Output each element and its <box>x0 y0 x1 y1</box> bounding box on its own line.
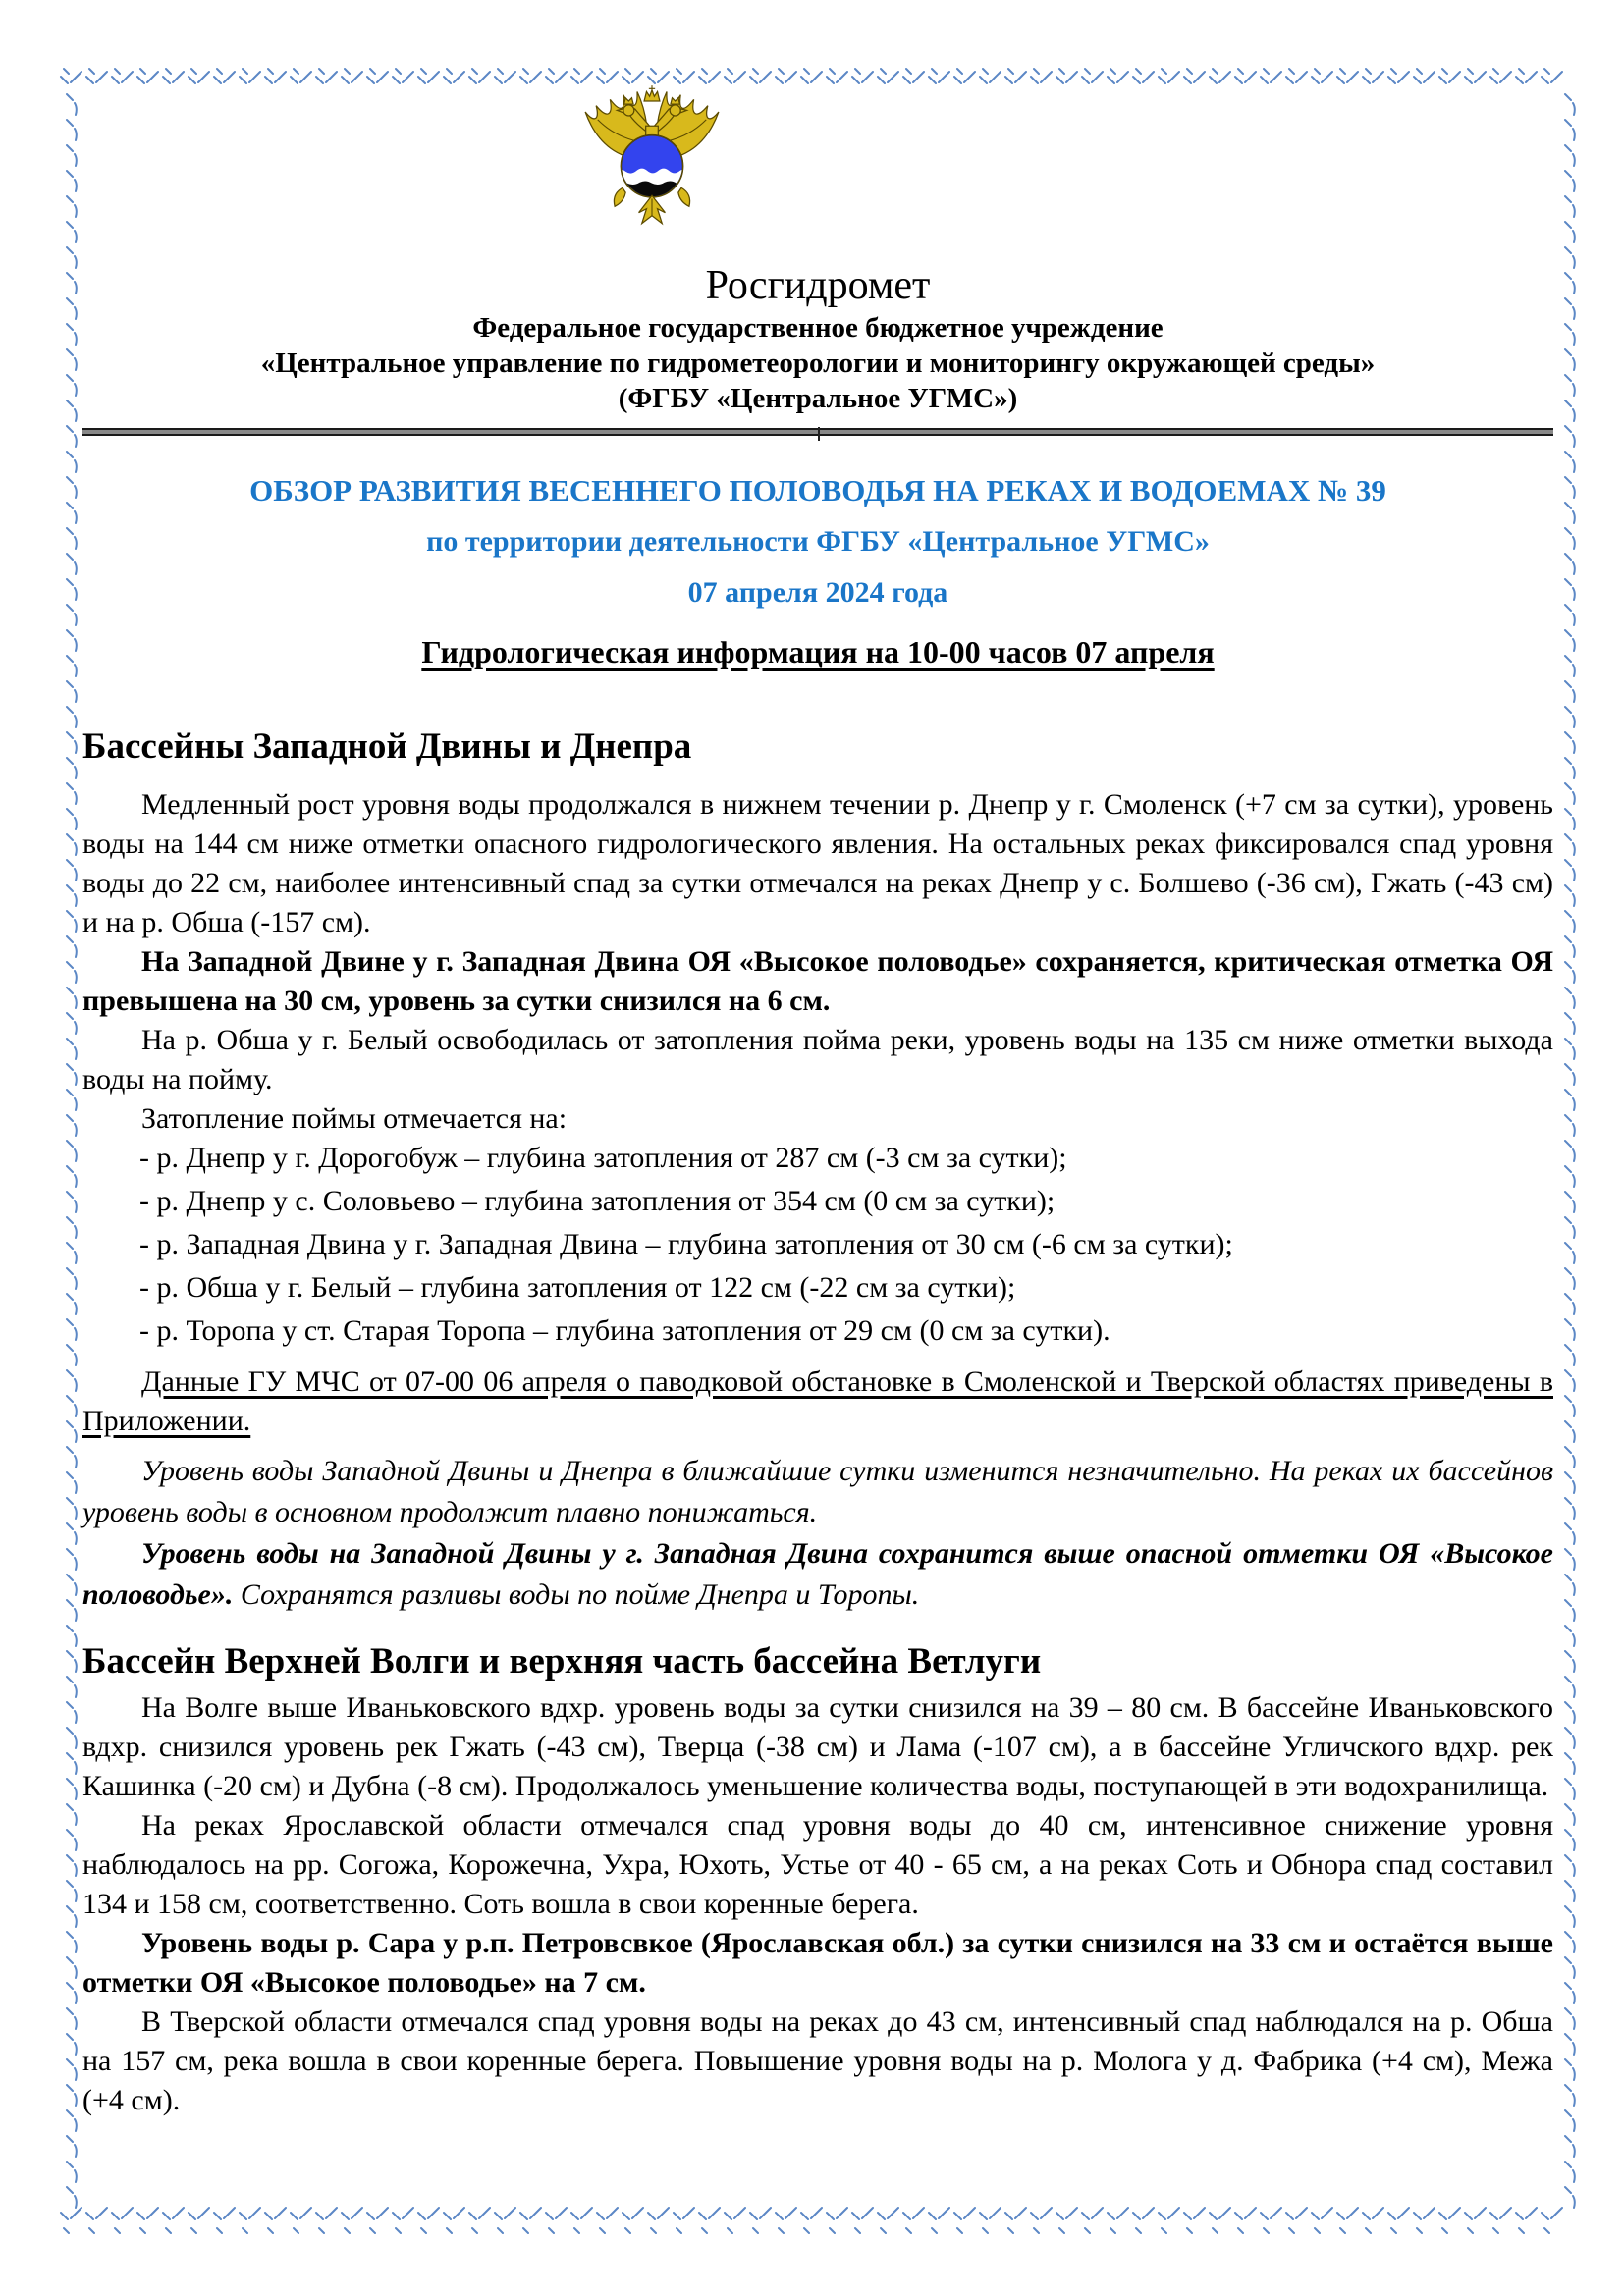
paragraph-smolensk: Медленный рост уровня воды продолжался в нижнем течении р. Днепр у г. Смоленск (+7 см за сутки), уровень воды на 144 см ниже отметки опасного гидрологического явления. На остальных реках фиксировался спад уровня воды до 22 см, наиболее интенсивный спад за сутки отмечался на реках Днепр у с. Болшево (-36 см), Гжать (-43 см) и на р. Обша (-157 см). <box>82 788 1553 938</box>
flood-list-item: - р. Днепр у с. Соловьево – глубина затопления от 354 см (0 см за сутки); <box>139 1185 1056 1217</box>
org-line-3: (ФГБУ «Центральное УГМС») <box>618 383 1018 414</box>
document-content <box>82 0 1553 2120</box>
paragraph-volga: На Волге выше Иваньковского вдхр. уровень воды за сутки снизился на 39 – 80 см. В бассейне Иваньковского вдхр. снизился уровень рек Гжать (-43 см), Тверца (-38 см) и Лама (-107 см), а в бассейне Угличского вдхр. рек Кашинка (-20 см) и Дубна (-8 см). Продолжалось уменьшение количества воды, поступающей в эти водохранилища. <box>82 1691 1553 1802</box>
header-divider <box>82 428 1553 436</box>
paragraph-forecast-oya <box>82 1533 1553 1616</box>
paragraph-forecast-levels: Уровень воды Западной Двины и Днепра в ближайшие сутки изменится незначительно. На реках их бассейнов уровень воды в основном продолжит плавно понижаться. <box>82 1455 1553 1528</box>
paragraph-yaroslavl: На реках Ярославской области отмечался спад уровня воды до 40 см, интенсивное снижение уровня наблюдалось на рр. Согожа, Корожечна, Ухра, Юхоть, Устье от 40 - 65 см, а на реках Соть и Обнора спад составил 134 и 158 см, соответственно. Соть вошла в свои коренные берега. <box>82 1809 1553 1920</box>
section-heading-dvina-dnepr: Бассейны Западной Двины и Днепра <box>82 726 692 767</box>
org-line-1: Федеральное государственное бюджетное учреждение <box>472 312 1164 344</box>
agency-title: Росгидромет <box>705 263 931 308</box>
paragraph-sara: Уровень воды р. Сара у р.п. Петровсвкое (Ярославская обл.) за сутки снизился на 33 см и остаётся выше отметки ОЯ «Высокое половодье» на 7 см. <box>82 1927 1553 1999</box>
hydrology-info-heading: Гидрологическая информация на 10-00 часов 07 апреля <box>421 634 1215 669</box>
document-title: ОБЗОР РАЗВИТИЯ ВЕСЕННЕГО ПОЛОВОДЬЯ НА РЕКАХ И ВОДОЕМАХ № 39 <box>249 473 1386 507</box>
flood-list-item: - р. Днепр у г. Дорогобуж – глубина затопления от 287 см (-3 см за сутки); <box>139 1142 1067 1174</box>
flood-list-item: - р. Западная Двина у г. Западная Двина – глубина затопления от 30 см (-6 см за сутки); <box>139 1228 1233 1260</box>
mchs-underlined-text: Данные ГУ МЧС от 07-00 06 апреля о паводковой обстановке в Смоленской и Тверской областях приведены в Приложении. <box>82 1365 1553 1437</box>
section-heading-volga-vetluga: Бассейн Верхней Волги и верхняя часть бассейна Ветлуги <box>82 1641 1042 1682</box>
document-date: 07 апреля 2024 года <box>687 576 948 609</box>
paragraph-obsha: На р. Обша у г. Белый освободилась от затопления пойма реки, уровень воды на 135 см ниже отметки выхода воды на пойму. <box>82 1024 1553 1095</box>
flood-list-item: - р. Торопа у ст. Старая Торопа – глубина затопления от 29 см (0 см за сутки). <box>139 1314 1110 1347</box>
document-subtitle: по территории деятельности ФГБУ «Центральное УГМС» <box>426 525 1210 558</box>
forecast-bold-part: Уровень воды на Западной Двины у г. Западная Двина сохранится выше опасной отметки ОЯ «Высокое половодье». <box>82 1537 1553 1611</box>
paragraph-dvina-oya: На Западной Двине у г. Западная Двина ОЯ «Высокое половодье» сохраняется, критическая отметка ОЯ превышена на 30 см, уровень за сутки снизился на 6 см. <box>82 945 1553 1017</box>
flood-list-item: - р. Обша у г. Белый – глубина затопления от 122 см (-22 см за сутки); <box>139 1271 1016 1304</box>
paragraph-flood-intro: Затопление поймы отмечается на: <box>141 1102 568 1135</box>
org-line-2: «Центральное управление по гидрометеорологии и мониторингу окружающей среды» <box>260 347 1376 379</box>
forecast-regular-part: Сохранятся разливы воды по пойме Днепра и Торопы. <box>240 1578 920 1611</box>
divider-center-tick <box>818 427 820 441</box>
paragraph-tver: В Тверской области отмечался спад уровня воды на реках до 43 см, интенсивный спад наблюдался на р. Обша на 157 см, река вошла в свои коренные берега. Повышение уровня воды на р. Молога у д. Фабрика (+4 см), Межа (+4 см). <box>82 2005 1553 2116</box>
paragraph-mchs <box>82 1362 1553 1441</box>
